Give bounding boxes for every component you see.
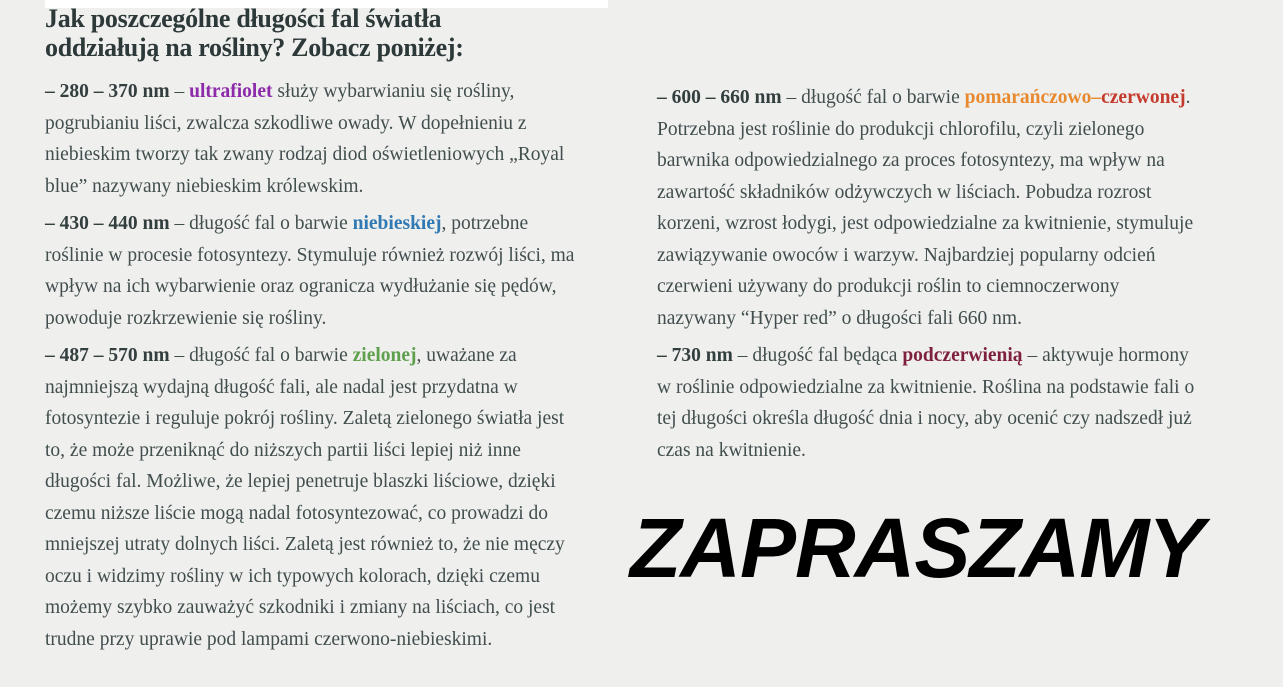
right-text-column — [657, 82, 1199, 472]
paragraph-text: , potrzebne roślinie w procesie fotosyntezy. Stymuluje również rozwój liści, ma wpływ na ich wybarwienie oraz ogranicza wydłużanie się pędów, powoduje rozkrzewienie się rośliny. — [45, 213, 575, 329]
wavelength-color-term: pomarańczowo– — [964, 87, 1102, 108]
left-text-column — [45, 76, 587, 661]
wavelength-range: – 280 – 370 nm — [45, 81, 170, 102]
wavelength-range: – 430 – 440 nm — [45, 213, 170, 234]
wavelength-color-term: podczerwienią — [902, 345, 1023, 366]
paragraph-text: – — [169, 81, 190, 102]
page-title: Jak poszczególne długości fal światła oddziałują na rośliny? Zobacz poniżej: — [45, 4, 464, 63]
paragraph-text: – długość fal o barwie — [781, 87, 965, 108]
paragraph — [45, 208, 587, 334]
wavelength-color-term: zielonej — [352, 345, 417, 366]
paragraph — [45, 76, 587, 202]
paragraph-text: – aktywuje hormony w roślinie odpowiedzialne za kwitnienie. Roślina na podstawie fali o tej długości określa długość dnia i nocy, aby ocenić czy nadszedł już czas na kwitnienie. — [657, 345, 1195, 461]
paragraph — [45, 340, 587, 655]
paragraph — [657, 82, 1199, 334]
paragraph-text: – długość fal będąca — [732, 345, 903, 366]
wavelength-range: – 600 – 660 nm — [657, 87, 782, 108]
wavelength-range: – 487 – 570 nm — [45, 345, 170, 366]
wavelength-range: – 730 nm — [657, 345, 733, 366]
paragraph-text: , uważane za najmniejszą wydajną długość fali, ale nadal jest przydatna w fotosyntezie i reguluje pokrój rośliny. Zaletą zielonego światła jest to, że może przeniknąć do niższych partii liści lepiej niż inne długości fal. Możliwe, że lepiej penetruje blaszki liściowe, dzięki czemu niższe liście mogą nadal fotosyntezować, co prowadzi do mniejszej utraty dolnych liści. Zaletą jest również to, że nie męczy oczu i widzimy rośliny w ich typowych kolorach, dzięki czemu możemy szybko zauważyć szkodniki i zmiany na liściach, co jest trudne przy uprawie pod lampami czerwono-niebieskimi. — [45, 345, 565, 650]
zapraszamy-banner: ZAPRASZAMY — [630, 501, 1204, 595]
paragraph-text: . Potrzebna jest roślinie do produkcji chlorofilu, czyli zielonego barwnika odpowiedzialnego za proces fotosyntezy, ma wpływ na zawartość składników odżywczych w liściach. Pobudza rozrost korzeni, wzrost łodygi, jest odpowiedzialne za kwitnienie, stymuluje zawiązywanie owoców i warzyw. Najbardziej popularny odcień czerwieni używany do produkcji roślin to ciemnoczerwony nazywany “Hyper red” o długości fali 660 nm. — [657, 87, 1194, 329]
wavelength-color-term: czerwonej — [1101, 87, 1186, 108]
wavelength-color-term: ultrafiolet — [189, 81, 273, 102]
paragraph — [657, 340, 1199, 466]
wavelength-color-term: niebieskiej — [352, 213, 442, 234]
paragraph-text: – długość fal o barwie — [169, 213, 353, 234]
paragraph-text: – długość fal o barwie — [169, 345, 353, 366]
paragraph-text: służy wybarwianiu się rośliny, pogrubianiu liści, zwalcza szkodliwe owady. W dopełnieniu z niebieskim tworzy tak zwany rodzaj diod oświetleniowych „Royal blue” nazywany niebieskim królewskim. — [45, 81, 565, 197]
